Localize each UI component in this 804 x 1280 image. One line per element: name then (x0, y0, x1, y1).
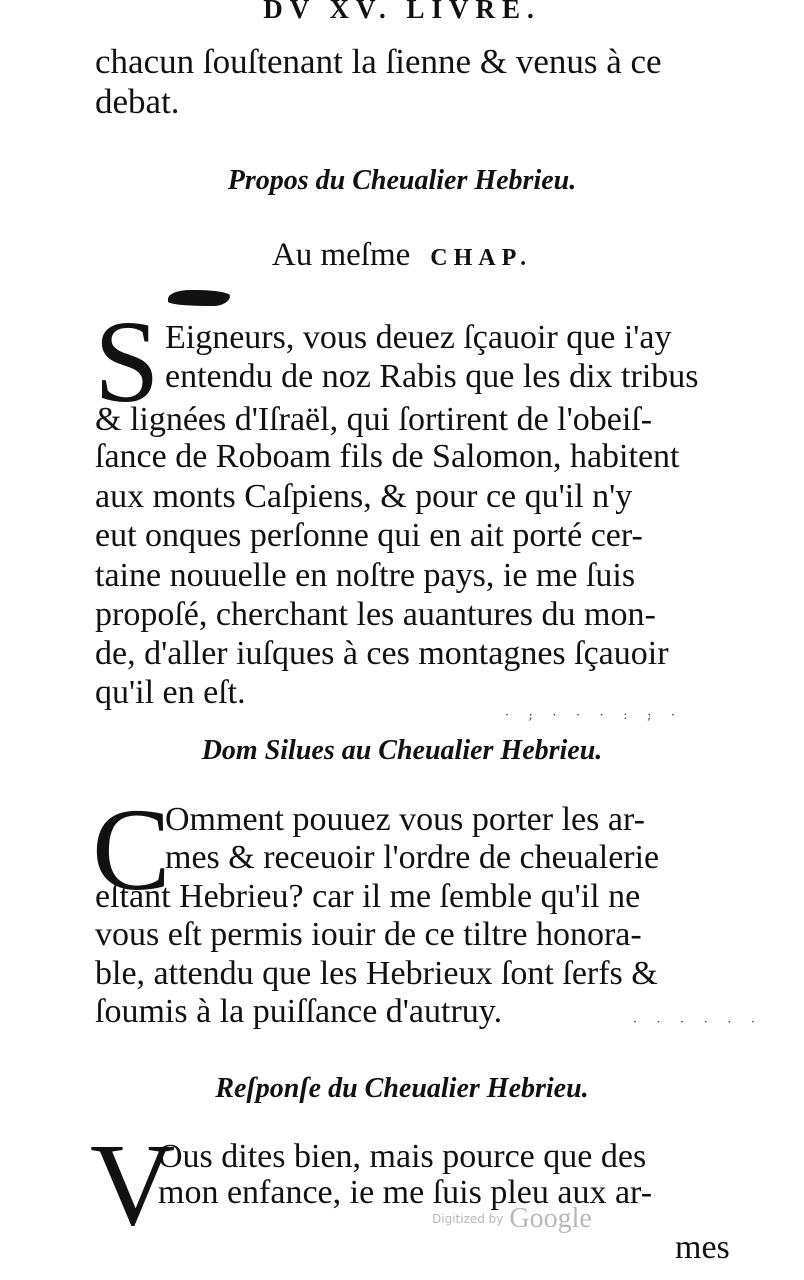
section-heading-propos: Propos du Cheualier Hebrieu. (227, 165, 577, 196)
running-head: DV XV. LIVRE. (263, 0, 541, 24)
drop-cap-c: C (92, 784, 171, 915)
google-logo: Google (509, 1203, 592, 1234)
digitized-watermark (432, 1203, 592, 1235)
para2-line-4: vous eſt permis iouir de ce tiltre honora- (95, 916, 642, 953)
drop-cap-s: S (94, 296, 160, 427)
para1-line-9: de, d'aller iuſques à ces montagnes ſçauoir (95, 635, 669, 672)
para1-line-4: ſance de Roboam fils de Salomon, habitent (95, 438, 680, 475)
para2-line-3: eſtant Hebrieu? car il me ſemble qu'il ne (95, 878, 641, 915)
para1-line-10: qu'il en eſt. (95, 674, 246, 711)
drop-cap-v: V (90, 1119, 176, 1250)
chapter-heading-caps: CHAP. (430, 245, 533, 271)
para1-line-8: propoſé, cherchant les auantures du mon- (95, 596, 656, 633)
intro-line-2: debat. (95, 82, 180, 121)
para1-line-1: Eigneurs, vous deuez ſçauoir que i'ay (165, 319, 672, 356)
intro-line-1: chacun ſouſtenant la ſienne & venus à ce (95, 42, 662, 81)
ink-blot (168, 290, 230, 306)
chapter-heading (0, 237, 804, 274)
para1-line-6: eut onques perſonne qui en ait porté cer- (95, 517, 643, 554)
section-heading-dom-silues: Dom Silues au Cheualier Hebrieu. (201, 735, 603, 766)
para1-line-7: taine nouuelle en noſtre pays, ie me ſuis (95, 557, 636, 594)
para2-line-2: mes & receuoir l'ordre de cheualerie (165, 839, 660, 876)
para3-line-1: Ous dites bien, mais pource que des (158, 1138, 647, 1175)
ink-specks-2: · · · · · · (633, 1015, 763, 1029)
ink-specks: · ; · · · : ; · (505, 708, 683, 722)
para3-line-3: mes (675, 1229, 730, 1266)
para2-line-6: ſoumis à la puiſſance d'autruy. (95, 993, 503, 1030)
para1-line-2: entendu de noz Rabis que les dix tribus (165, 358, 699, 395)
para2-line-1: Omment pouuez vous porter les ar- (165, 801, 645, 838)
para3-line-2: mon enfance, ie me ſuis pleu aux ar- (158, 1174, 653, 1211)
section-heading-responce: Reſponſe du Cheualier Hebrieu. (215, 1073, 589, 1104)
para1-line-3: & lignées d'Iſraël, qui ſortirent de l'obeiſ- (95, 401, 653, 438)
para2-line-5: ble, attendu que les Hebrieux ſont ſerfs & (95, 955, 658, 992)
para1-line-5: aux monts Caſpiens, & pour ce qu'il n'y (95, 478, 633, 515)
watermark-small-text: Digitized by (432, 1212, 504, 1226)
chapter-heading-text: Au meſme (271, 237, 411, 273)
